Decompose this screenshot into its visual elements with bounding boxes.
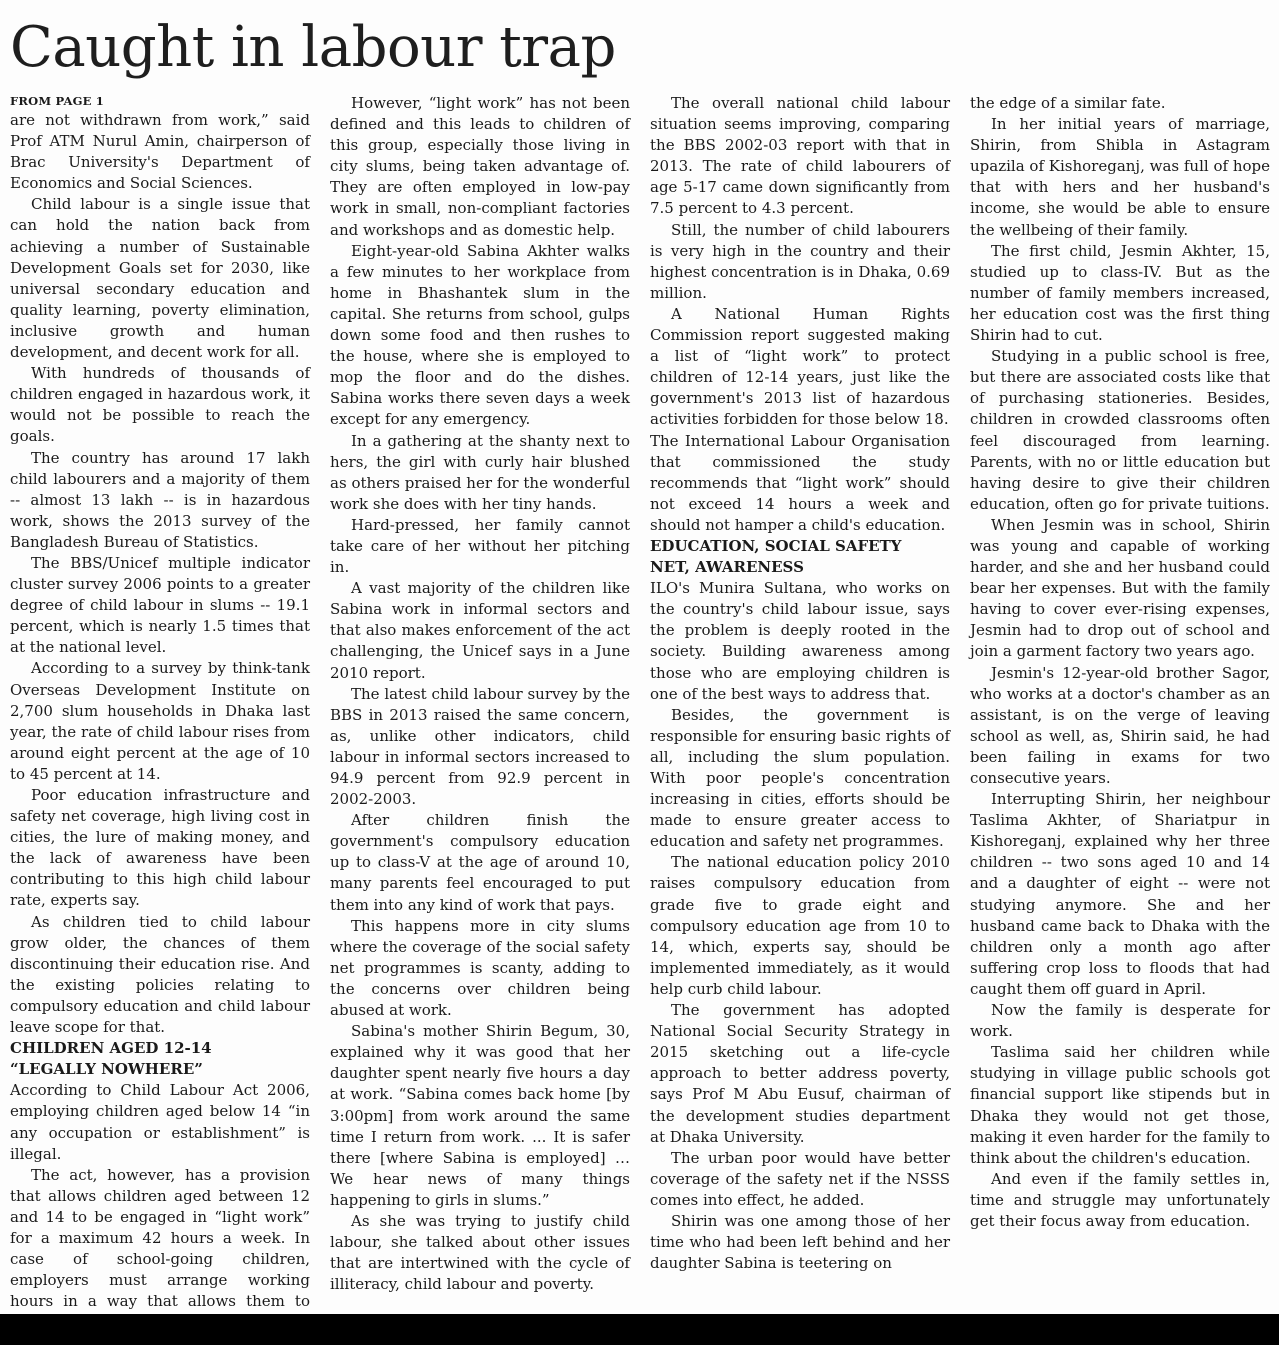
paragraph: The BBS/Unicef multiple indicator cluster survey 2006 points to a greater degree of child labour in slums -- 19.1 percent, which is nearly 1.5 times that at the national level. <box>10 553 310 657</box>
bottom-black-bar <box>0 1314 1279 1345</box>
subheading-line: CHILDREN AGED 12-14 <box>10 1039 212 1058</box>
paragraph: The country has around 17 lakh child labourers and a majority of them -- almost 13 lakh -- is in hazardous work, shows the 2013 survey of the Bangladesh Bureau of Statistics. <box>10 448 310 551</box>
paragraph: the edge of a similar fate. <box>970 94 1166 112</box>
paragraph: And even if the family settles in, time and struggle may unfortunately get their focus away from education. <box>970 1169 1270 1230</box>
paragraph: In her initial years of marriage, Shirin, from Shibla in Astagram upazila of Kishoreganj, was full of hope that with hers and her husband's income, she would be able to ensure the wellbeing of their family. <box>970 115 1270 239</box>
paragraph: With hundreds of thousands of children engaged in hazardous work, it would not be possible to reach the goals. <box>10 364 310 446</box>
paragraph: A National Human Rights Commission report suggested making a list of “light work” to protect children of 12-14 years, just like the government's 2013 list of hazardous activities forbidden for those below 18. <box>650 304 950 429</box>
kicker-from-page-1: FROM PAGE 1 <box>10 94 104 108</box>
article-column-1 <box>10 93 310 1313</box>
paragraph: Besides, the government is responsible for ensuring basic rights of all, including the slum population. With poor people's concentration increasing in cities, efforts should be made to ensure greater access to education and safety net programmes. <box>650 705 950 851</box>
paragraph: When Jesmin was in school, Shirin was young and capable of working harder, and she and her husband could bear her expenses. But with the family having to cover ever-rising expenses, Jesmin had to drop out of school and join a garment factory two years ago. <box>970 515 1270 661</box>
paragraph: Jesmin's 12-year-old brother Sagor, who works at a doctor's chamber as an assistant, is on the verge of leaving school as well, as, Shirin said, he had been failing in exams for two consecutive years. <box>970 663 1270 787</box>
subheading-children-aged <box>10 1038 310 1080</box>
paragraph: However, “light work” has not been defined and this leads to children of this group, especially those living in city slums, being taken advantage of. They are often employed in low-pay work in small, non-compliant factories and workshops and as domestic help. <box>330 94 630 239</box>
paragraph: Eight-year-old Sabina Akhter walks a few minutes to her workplace from home in Bhashantek slum in the capital. She returns from school, gulps down some food and then rushes to the house, where she is employed to mop the floor and do the dishes. Sabina works there seven days a week except for any emergency. <box>330 241 630 429</box>
paragraph: Taslima said her children while studying in village public schools got financial support like stipends but in Dhaka they would not get those, making it even harder for the family to think about the children's education. <box>970 1043 1270 1167</box>
paragraph: This happens more in city slums where the coverage of the social safety net programmes is scanty, adding to the concerns over children being abused at work. <box>330 916 630 1020</box>
subheading-line: NET, AWARENESS <box>650 558 804 577</box>
paragraph: are not withdrawn from work,” said Prof ATM Nurul Amin, chairperson of Brac University's Department of Economics and Social Sciences. <box>10 111 310 193</box>
article-column-3 <box>650 93 950 1313</box>
paragraph: Hard-pressed, her family cannot take care of her without her pitching in. <box>330 515 630 577</box>
paragraph: The overall national child labour situation seems improving, comparing the BBS 2002-03 report with that in 2013. The rate of child labourers of age 5-17 came down significantly from 7.5 percent to 4.3 percent. <box>650 94 950 218</box>
paragraph: Now the family is desperate for work. <box>970 1001 1270 1041</box>
paragraph: Still, the number of child labourers is very high in the country and their highest concentration is in Dhaka, 0.69 million. <box>650 220 950 302</box>
paragraph: After children finish the government's compulsory education up to class-V at the age of around 10, many parents feel encouraged to put them into any kind of work that pays. <box>330 811 630 914</box>
paragraph: As children tied to child labour grow older, the chances of them discontinuing their education rise. And the existing policies relating to compulsory education and child labour leave scope for that. <box>10 912 310 1037</box>
paragraph: Poor education infrastructure and safety net coverage, high living cost in cities, the lure of making money, and the lack of awareness have been contributing to this high child labour rate, experts say. <box>10 786 310 910</box>
paragraph: Studying in a public school is free, but there are associated costs like that of purchasing stationeries. Besides, children in crowded classrooms often feel discouraged from learning. Parents, with no or little education but having desire to give their children education, often go for private tuitions. <box>970 347 1270 513</box>
paragraph: The urban poor would have better coverage of the safety net if the NSSS comes into effect, he added. <box>650 1148 950 1209</box>
article-column-4 <box>970 93 1270 1313</box>
paragraph: The first child, Jesmin Akhter, 15, studied up to class-IV. But as the number of family members increased, her education cost was the first thing Shirin had to cut. <box>970 241 1270 345</box>
paragraph: Interrupting Shirin, her neighbour Taslima Akhter, of Shariatpur in Kishoreganj, explained why her three children -- two sons aged 10 and 14 and a daughter of eight -- were not studying anymore. She and her husband came back to Dhaka with the children only a month ago after suffering crop loss to floods that had caught them off guard in April. <box>970 790 1270 998</box>
paragraph: The national education policy 2010 raises compulsory education from grade five to grade eight and compulsory education age from 10 to 14, which, experts say, should be implemented immediately, as it would help curb child labour. <box>650 853 950 998</box>
headline: Caught in labour trap <box>10 15 616 80</box>
article-column-2 <box>330 93 630 1313</box>
subheading-education-safety-net <box>650 536 950 578</box>
paragraph: A vast majority of the children like Sabina work in informal sectors and that also makes enforcement of the act challenging, the Unicef says in a June 2010 report. <box>330 579 630 682</box>
paragraph: Sabina's mother Shirin Begum, 30, explained why it was good that her daughter spent nearly five hours a day at work. “Sabina comes back home [by 3:00pm] from work around the same time I return from work. ... It is safer there [where Sabina is employed] … We hear news of many things happening to girls in slums.” <box>330 1022 630 1209</box>
paragraph: In a gathering at the shanty next to hers, the girl with curly hair blushed as others praised her for the wonderful work she does with her tiny hands. <box>330 431 630 513</box>
paragraph: The latest child labour survey by the BBS in 2013 raised the same concern, as, unlike other indicators, child labour in informal sectors increased to 94.9 percent from 92.9 percent in 2002-2003. <box>330 684 630 809</box>
paragraph: ILO's Munira Sultana, who works on the country's child labour issue, says the problem is deeply rooted in the society. Building awareness among those who are employing children is one of the best ways to address that. <box>650 579 950 703</box>
paragraph: According to Child Labour Act 2006, employing children aged below 14 “in any occupation or establishment” is illegal. <box>10 1081 310 1163</box>
paragraph: Shirin was one among those of her time who had been left behind and her daughter Sabina is teetering on <box>650 1211 950 1273</box>
paragraph: As she was trying to justify child labour, she talked about other issues that are intertwined with the cycle of illiteracy, child labour and poverty. <box>330 1211 630 1294</box>
subheading-line: EDUCATION, SOCIAL SAFETY <box>650 536 902 555</box>
paragraph: The government has adopted National Social Security Strategy in 2015 sketching out a life-cycle approach to better address poverty, says Prof M Abu Eusuf, chairman of the development studies department at Dhaka University. <box>650 1001 950 1146</box>
paragraph: Child labour is a single issue that can hold the nation back from achieving a number of Sustainable Development Goals set for 2030, like universal secondary education and quality learning, poverty elimination, inclusive growth and human development, and decent work for all. <box>10 195 310 362</box>
subheading-line: “LEGALLY NOWHERE” <box>10 1060 203 1079</box>
paragraph: The act, however, has a provision that allows children aged between 12 and 14 to be engaged in “light work” for a maximum 42 hours a week. In case of school-going children, employers must arrange working hours in a way that allows them to <box>10 1165 310 1311</box>
paragraph: According to a survey by think-tank Overseas Development Institute on 2,700 slum households in Dhaka last year, the rate of child labour rises from around eight percent at the age of 10 to 45 percent at 14. <box>10 659 310 783</box>
paragraph: The International Labour Organisation that commissioned the study recommends that “light work” should not exceed 14 hours a week and should not hamper a child's education. <box>650 431 950 534</box>
